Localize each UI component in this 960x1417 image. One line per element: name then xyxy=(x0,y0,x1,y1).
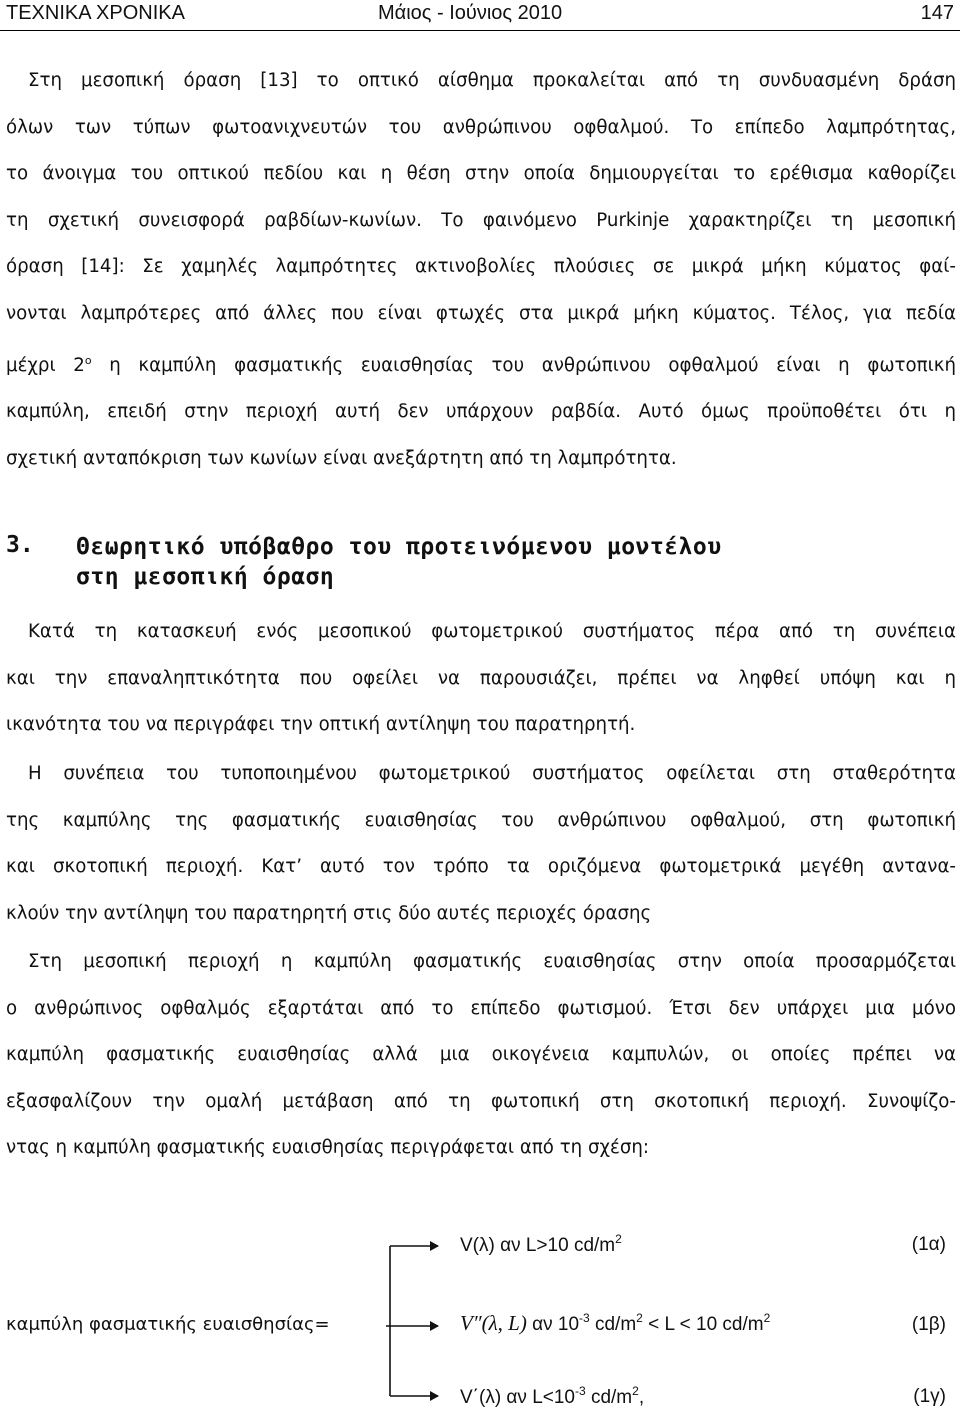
text-line: όλων των τύπων φωτοανιχνευτών του ανθρώπινου οφθαλμού. Το επίπεδο λαμπρότητας, xyxy=(6,116,956,138)
text-fragment: μέχρι 2 xyxy=(6,354,85,376)
paragraph-consistency xyxy=(6,751,956,937)
text-line: το άνοιγμα του οπτικού πεδίου και η θέση στην οποία δημιουργείται το ερέθισμα καθορίζει xyxy=(6,163,956,185)
case-text: αν 10 xyxy=(526,1314,580,1335)
text-line: όραση [14]: Σε χαμηλές λαμπρότητες ακτινοβολίες πλούσιες σε μικρά μήκη κύματος φαί- xyxy=(6,256,956,278)
case-text: < L < 10 cd/m xyxy=(642,1314,764,1335)
case-text: V(λ) αν L>10 cd/m xyxy=(460,1235,616,1256)
text-line: Η συνέπεια του τυποποιημένου φωτομετρικού συστήματος οφείλεται στη σταθερότητα xyxy=(28,763,956,784)
section-number: 3. xyxy=(6,532,34,558)
exponent: -3 xyxy=(575,1384,586,1398)
journal-name: ΤΕΧΝΙΚΑ ΧΡΟΝΙΚΑ xyxy=(6,2,185,24)
text-line: νονται λαμπρότερες από άλλες που είναι φτωχές στα μικρά μήκη κύματος. Τέλος, για πεδία xyxy=(6,302,956,324)
equation-label-1c: (1γ) xyxy=(913,1386,946,1407)
paragraph-mesopic-curve xyxy=(6,939,956,1172)
paragraph-mesopic-intro xyxy=(6,58,956,482)
text-line: καμπύλη φασματικής ευαισθησίας αλλά μια οικογένεια καμπυλών, οι οποίες πρέπει να xyxy=(6,1044,956,1066)
text-line: Στη μεσοπική περιοχή η καμπύλη φασματικής ευαισθησίας στην οποία προσαρμόζεται xyxy=(28,951,956,972)
text-line: και σκοτοπική περιοχή. Κατ’ αυτό τον τρόπο τα οριζόμενα φωτομετρικά μεγέθη αντανα- xyxy=(6,856,956,878)
exponent: 2 xyxy=(615,1232,622,1246)
text-fragment: η καμπύλη φασματικής ευαισθησίας του ανθρώπινου οφθαλμού είναι η φωτοπική xyxy=(91,354,956,376)
exponent: -3 xyxy=(579,1311,590,1325)
text-line: Στη μεσοπική όραση [13] το οπτικό αίσθημα προκαλείται από τη συνδυασμένη δράση xyxy=(28,70,956,91)
text-line: τη σχετική συνεισφορά ραβδίων-κωνίων. Το φαινόμενο Purkinje χαρακτηρίζει τη μεσοπική xyxy=(6,209,956,231)
equation-case-photopic xyxy=(460,1232,622,1257)
page-number: 147 xyxy=(920,2,954,24)
text-line: της καμπύλης της φασματικής ευαισθησίας του ανθρώπινου οφθαλμού, στη φωτοπική xyxy=(6,809,956,831)
degree-superscript: ο xyxy=(84,353,92,367)
equation-label-1b: (1β) xyxy=(911,1314,946,1335)
equation-case-scotopic xyxy=(460,1384,644,1409)
paragraph-construction xyxy=(6,609,956,749)
text-line: σχετική ανταπόκριση των κωνίων είναι ανεξάρτητη από τη λαμπρότητα. xyxy=(6,447,677,469)
case-text: , xyxy=(638,1387,645,1408)
text-line: ικανότητα του να περιγράφει την οπτική αντίληψη του παρατηρητή. xyxy=(6,714,636,736)
text-line: καμπύλη, επειδή στην περιοχή αυτή δεν υπάρχουν ραβδία. Αυτό όμως προϋποθέτει ότι η xyxy=(6,401,956,423)
section-title-line: Θεωρητικό υπόβαθρο του προτεινόμενου μοντέλου xyxy=(76,534,722,560)
exponent: 2 xyxy=(632,1384,639,1398)
exponent: 2 xyxy=(636,1311,643,1325)
mesopic-function: V″(λ, L) xyxy=(460,1311,527,1335)
text-line: ντας η καμπύλη φασματικής ευαισθησίας περιγράφεται από τη σχέση: xyxy=(6,1137,650,1159)
equation-case-mesopic xyxy=(460,1311,770,1336)
text-line: κλούν την αντίληψη του παρατηρητή στις δύο αυτές περιοχές όρασης xyxy=(6,902,652,924)
text-line: εξασφαλίζουν την ομαλή μετάβαση από τη φωτοπική στη σκοτοπική περιοχή. Συνοψίζο- xyxy=(6,1090,956,1112)
equation-lhs: καμπύλη φασματικής ευαισθησίας= xyxy=(6,1314,330,1335)
exponent: 2 xyxy=(763,1311,771,1325)
section-title xyxy=(76,532,722,592)
issue-date: Μάιος - Ιούνιος 2010 xyxy=(378,2,563,24)
running-header xyxy=(0,0,960,31)
case-text: cd/m xyxy=(589,1314,637,1335)
text-line: και την επαναληπτικότητα που οφείλει να παρουσιάζει, πρέπει να ληφθεί υπόψη και η xyxy=(6,667,956,689)
equation-label-1a: (1α) xyxy=(911,1234,946,1255)
case-text: cd/m xyxy=(585,1387,633,1408)
text-line xyxy=(6,338,956,390)
section-title-line: στη μεσοπική όραση xyxy=(76,564,335,590)
case-text: V΄(λ) αν L<10 xyxy=(460,1387,575,1408)
text-line: ο ανθρώπινος οφθαλμός εξαρτάται από το επίπεδο φωτισμού. Έτσι δεν υπάρχει μια μόνο xyxy=(6,997,956,1019)
text-line: Κατά τη κατασκευή ενός μεσοπικού φωτομετρικού συστήματος πέρα από τη συνέπεια xyxy=(28,621,956,642)
